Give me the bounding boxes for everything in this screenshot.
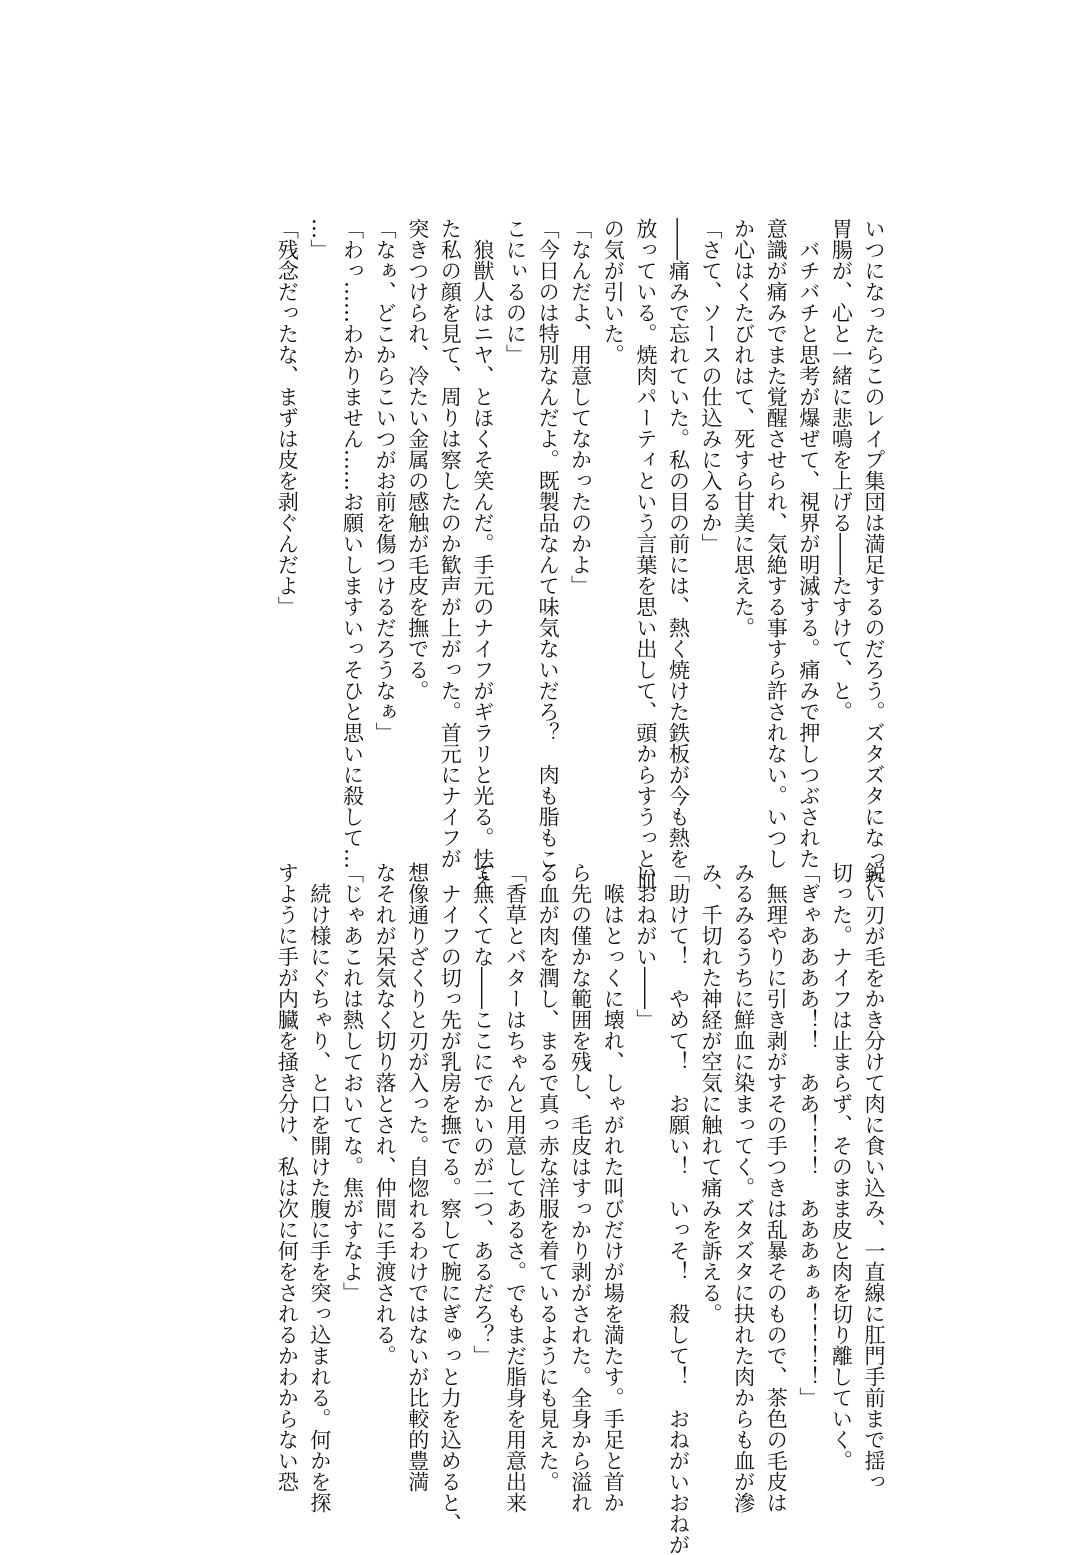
- text-line: いおねがい――」: [633, 862, 658, 1030]
- text-line: 突きつけられ、冷たい金属の感触が毛皮を撫でる。: [405, 218, 430, 701]
- text-line: 鋭い刃が毛をかき分けて肉に食い込み、一直線に肛門手前まで揺っ: [862, 862, 886, 1492]
- text-line: 「助けて！ やめて！ お願い！ いっそ！ 殺して！ おねがいおねが: [666, 862, 691, 1555]
- text-line: すように手が内臓を掻き分け、私は次に何をされるかわからない恐: [275, 862, 300, 1492]
- text-line: 想像通りざくりと刃が入った。自惚れるわけではないが比較的豊満: [405, 862, 430, 1492]
- upper-text-block: [271, 218, 890, 890]
- text-line: て無くてな――ここにでかいのが二つ、あるだろ？」: [470, 862, 495, 1366]
- text-line: …」: [307, 218, 332, 260]
- text-line: 続け様にぐちゃり、と口を開けた腹に手を突っ込まれる。何かを探: [307, 862, 332, 1513]
- text-line: ――痛みで忘れていた。私の目の前には、熱く焼けた鉄板が今も熱を: [666, 218, 691, 869]
- text-line: か心はくたびれはて、死すら甘美に思えた。: [731, 218, 756, 638]
- text-line: ら先の僅かな範囲を残し、毛皮はすっかり剥がされた。全身から溢れ: [568, 862, 593, 1513]
- text-line: 胃腸が、心と一緒に悲鳴を上げる――たすけて、と。: [829, 218, 854, 722]
- text-line: 「今日のは特別なんだよ。既製品なんて味気ないだろ？ 肉も脂もこ: [536, 218, 561, 869]
- text-line: 狼獣人はニヤ、とほくそ笑んだ。手元のナイフがギラリと光る。怯え: [470, 218, 495, 890]
- lower-text-block: [271, 862, 890, 1555]
- text-line: 「わっ……わかりません……お願いしますいっそひと思いに殺して…: [340, 218, 365, 869]
- text-line: 意識が痛みでまた覚醒させられ、気絶する事すら許されない。いつし: [764, 218, 789, 869]
- text-line: 「残念だったな、まずは皮を剥ぐんだよ」: [275, 218, 300, 617]
- text-line: み、千切れた神経が空気に触れて痛みを訴える。: [699, 862, 724, 1324]
- text-line: 「さて、ソースの仕込みに入るか」: [699, 218, 724, 554]
- text-line: 無理やりに引き剥がすその手つきは乱暴そのもので、茶色の毛皮は: [764, 862, 789, 1513]
- text-line: の気が引いた。: [601, 218, 626, 365]
- text-line: バチバチと思考が爆ぜて、視界が明滅する。痛みで押しつぶされた: [796, 218, 821, 869]
- text-line: こにぃるのに」: [503, 218, 528, 365]
- text-line: た私の顔を見て、周りは察したのか歓声が上がった。首元にナイフが: [438, 218, 463, 869]
- text-line: 切った。ナイフは止まらず、そのまま皮と肉を切り離していく。: [829, 862, 854, 1471]
- text-line: ナイフの切っ先が乳房を撫でる。察して腕にぎゅっと力を込めると、: [438, 862, 463, 1534]
- text-line: 「香草とバターはちゃんと用意してあるさ。でもまだ脂身を用意出来: [503, 862, 528, 1513]
- text-line: なそれが呆気なく切り落とされ、仲間に手渡される。: [373, 862, 398, 1366]
- text-line: 「ぎゃああああ！！ ああ！！！ あああぁぁ！！！！」: [796, 862, 821, 1408]
- text-line: 放っている。焼肉パーティという言葉を思い出して、頭からすうっと血: [633, 218, 658, 890]
- text-line: 喉はとっくに壊れ、しゃがれた叫びだけが場を満たす。手足と首か: [601, 862, 626, 1513]
- text-line: みるみるうちに鮮血に染まってく。ズタズタに抉れた肉からも血が滲: [731, 862, 756, 1513]
- text-line: る血が肉を潤し、まるで真っ赤な洋服を着ているようにも見えた。: [536, 862, 561, 1492]
- text-line: 「じゃあこれは熱しておいてな。焦がすなよ」: [340, 862, 365, 1303]
- text-line: いつになったらこのレイプ集団は満足するのだろう。ズタズタになった: [862, 218, 886, 890]
- text-line: 「なんだよ、用意してなかったのかよ」: [568, 218, 593, 596]
- text-line: 「なぁ、どこからこいつがお前を傷つけるだろうなぁ」: [373, 218, 398, 743]
